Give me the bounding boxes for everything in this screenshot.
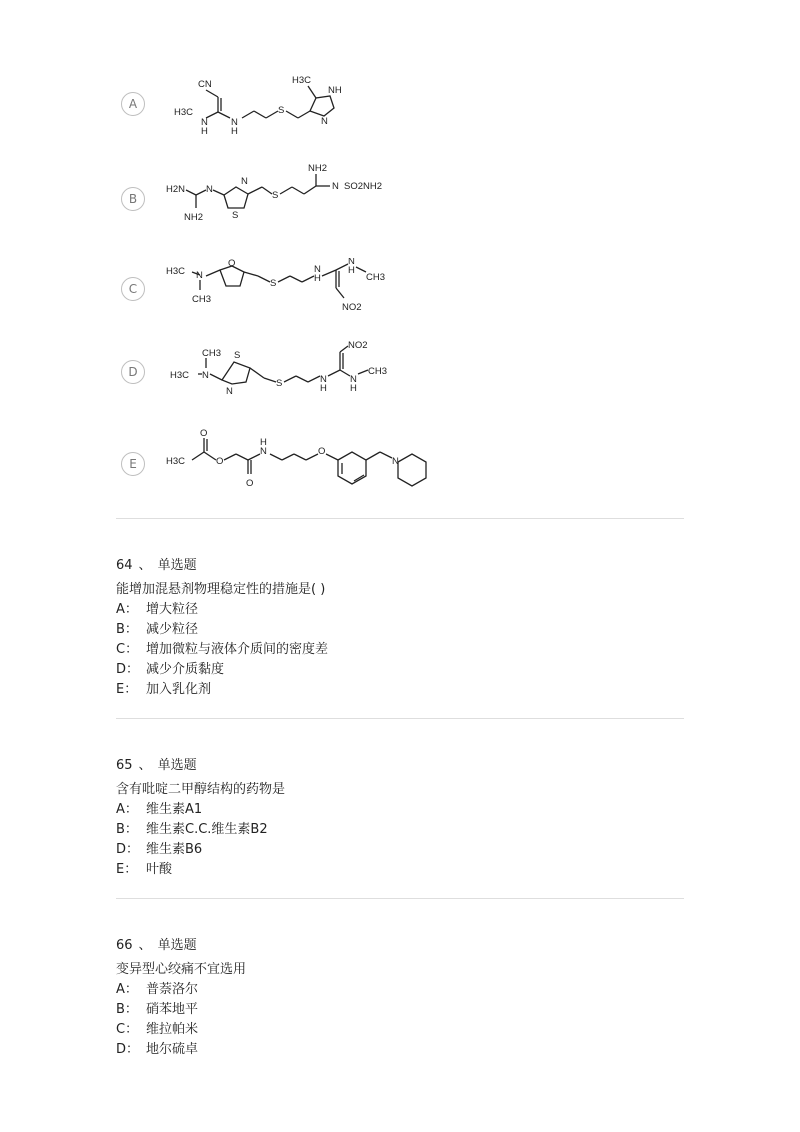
structure-a-label: CN (198, 79, 212, 90)
question-header (116, 756, 684, 776)
answer-option-e[interactable] (116, 860, 684, 880)
option-letter-d[interactable]: D (121, 360, 145, 384)
question-separator: 、 (138, 758, 152, 773)
structure-c-label: NO2 (342, 302, 362, 313)
structure-a-label: N (231, 117, 238, 128)
answer-option-c[interactable] (116, 1020, 684, 1040)
question-number: 66 (116, 938, 133, 953)
answer-option-c[interactable] (116, 640, 684, 660)
option-letter: C： (116, 1022, 139, 1037)
structure-b-label: N (332, 181, 339, 192)
section-divider (116, 518, 684, 519)
option-text: 减少介质黏度 (146, 662, 225, 677)
question-64 (116, 556, 684, 700)
answer-option-e[interactable] (116, 680, 684, 700)
structure-b-label: N (206, 184, 213, 195)
option-text: 减少粒径 (146, 622, 199, 637)
answer-option-d[interactable] (116, 1040, 684, 1060)
structure-a-label: NH (328, 85, 342, 96)
structure-c-label: H (348, 265, 355, 276)
option-text: 维拉帕米 (146, 1022, 199, 1037)
structure-b-label: NH2 (184, 212, 204, 223)
structure-d-label: N (350, 374, 357, 385)
option-letter: A： (116, 802, 138, 817)
section-divider (116, 898, 684, 899)
option-text: 维生素A1 (146, 802, 203, 817)
option-text: 增加微粒与液体介质间的密度差 (146, 642, 329, 657)
structure-b-label: N (241, 176, 248, 187)
option-text: 增大粒径 (146, 602, 199, 617)
answer-option-d[interactable] (116, 660, 684, 680)
structure-e-label: N (392, 456, 399, 467)
structure-e-label: H3C (166, 456, 186, 467)
answer-option-b[interactable] (116, 620, 684, 640)
structure-e-label: O (200, 428, 208, 439)
option-letter: E： (116, 862, 138, 877)
option-text: 普萘洛尔 (146, 982, 199, 997)
question-type: 单选题 (157, 758, 197, 773)
structure-c-label: N (196, 270, 203, 281)
question-number: 64 (116, 558, 133, 573)
question-header (116, 936, 684, 956)
structure-e-label: H (260, 437, 267, 448)
structure-a-label: H (201, 126, 208, 137)
structure-c-diagram (166, 258, 446, 330)
question-separator: 、 (138, 938, 152, 953)
structure-d-label: S (276, 378, 283, 389)
answer-option-b[interactable] (116, 820, 684, 840)
structure-a-label: N (201, 117, 208, 128)
question-66 (116, 936, 684, 1060)
answer-option-a[interactable] (116, 600, 684, 620)
option-letter: B： (116, 822, 138, 837)
option-letter-b[interactable]: B (121, 187, 145, 211)
structure-b-label: NH2 (308, 163, 328, 174)
question-65 (116, 756, 684, 880)
option-letter: A： (116, 982, 138, 997)
question-type: 单选题 (157, 938, 197, 953)
option-text: 硝苯地平 (146, 1002, 199, 1017)
structure-e-label: O (216, 456, 224, 467)
question-header (116, 556, 684, 576)
structure-b-diagram (166, 162, 446, 234)
section-divider (116, 718, 684, 719)
question-stem: 含有吡啶二甲醇结构的药物是 (116, 782, 286, 797)
option-letter-e[interactable]: E (121, 452, 145, 476)
option-letter: D： (116, 842, 140, 857)
option-letter-c[interactable]: C (121, 277, 145, 301)
structure-c-label: N (348, 258, 355, 267)
structure-c-label: O (228, 258, 236, 269)
question-number: 65 (116, 758, 133, 773)
answer-option-d[interactable] (116, 840, 684, 860)
structure-d-label: N (226, 386, 233, 397)
structure-a-label: H3C (174, 107, 194, 118)
option-letter: D： (116, 1042, 140, 1057)
structure-e-label: N (260, 446, 267, 457)
option-letter: B： (116, 1002, 138, 1017)
structure-d-label: NO2 (348, 340, 368, 351)
option-text: 叶酸 (146, 862, 173, 877)
option-text: 维生素B6 (146, 842, 203, 857)
structure-d-label: CH3 (202, 348, 222, 359)
structure-a-diagram (166, 68, 426, 140)
option-text: 维生素C.C.维生素B2 (146, 822, 268, 837)
option-letter: B： (116, 622, 138, 637)
option-letter: C： (116, 642, 139, 657)
structure-c-label: S (270, 278, 277, 289)
structure-d-label: H (320, 383, 327, 394)
structure-c-label: H3C (166, 266, 186, 277)
structure-c-label: H (314, 273, 321, 284)
structure-c-label: N (314, 264, 321, 275)
structure-d-label: S (234, 350, 241, 361)
structure-a-label: H3C (292, 75, 312, 86)
option-letter: D： (116, 662, 140, 677)
structure-a-label: H (231, 126, 238, 137)
structure-b-label: H2N (166, 184, 186, 195)
question-stem: 能增加混悬剂物理稳定性的措施是( ) (116, 582, 326, 597)
structure-a-label: S (278, 105, 285, 116)
structure-e-label: O (246, 478, 254, 489)
structure-c-label: CH3 (366, 272, 386, 283)
answer-option-a[interactable] (116, 980, 684, 1000)
structure-d-label: N (202, 370, 209, 381)
structure-d-label: H (350, 383, 357, 394)
answer-option-a[interactable] (116, 800, 684, 820)
structure-d-label: N (320, 374, 327, 385)
option-text: 加入乳化剂 (146, 682, 212, 697)
structure-e-label: O (318, 446, 326, 457)
structure-a-label: N (321, 116, 328, 127)
question-stem: 变异型心绞痛不宜选用 (116, 962, 247, 977)
structure-e-diagram (166, 424, 486, 496)
structure-d-label: CH3 (368, 366, 388, 377)
option-letter: E： (116, 682, 138, 697)
structure-b-label: SO2NH2 (344, 181, 383, 192)
structure-d-diagram (166, 338, 446, 410)
option-letter-a[interactable]: A (121, 92, 145, 116)
structure-b-label: S (272, 190, 279, 201)
question-type: 单选题 (157, 558, 197, 573)
question-separator: 、 (138, 558, 152, 573)
structure-d-label: H3C (170, 370, 190, 381)
answer-option-b[interactable] (116, 1000, 684, 1020)
structure-b-label: S (232, 210, 239, 221)
structure-c-label: CH3 (192, 294, 212, 305)
option-letter: A： (116, 602, 138, 617)
option-text: 地尔硫卓 (146, 1042, 199, 1057)
